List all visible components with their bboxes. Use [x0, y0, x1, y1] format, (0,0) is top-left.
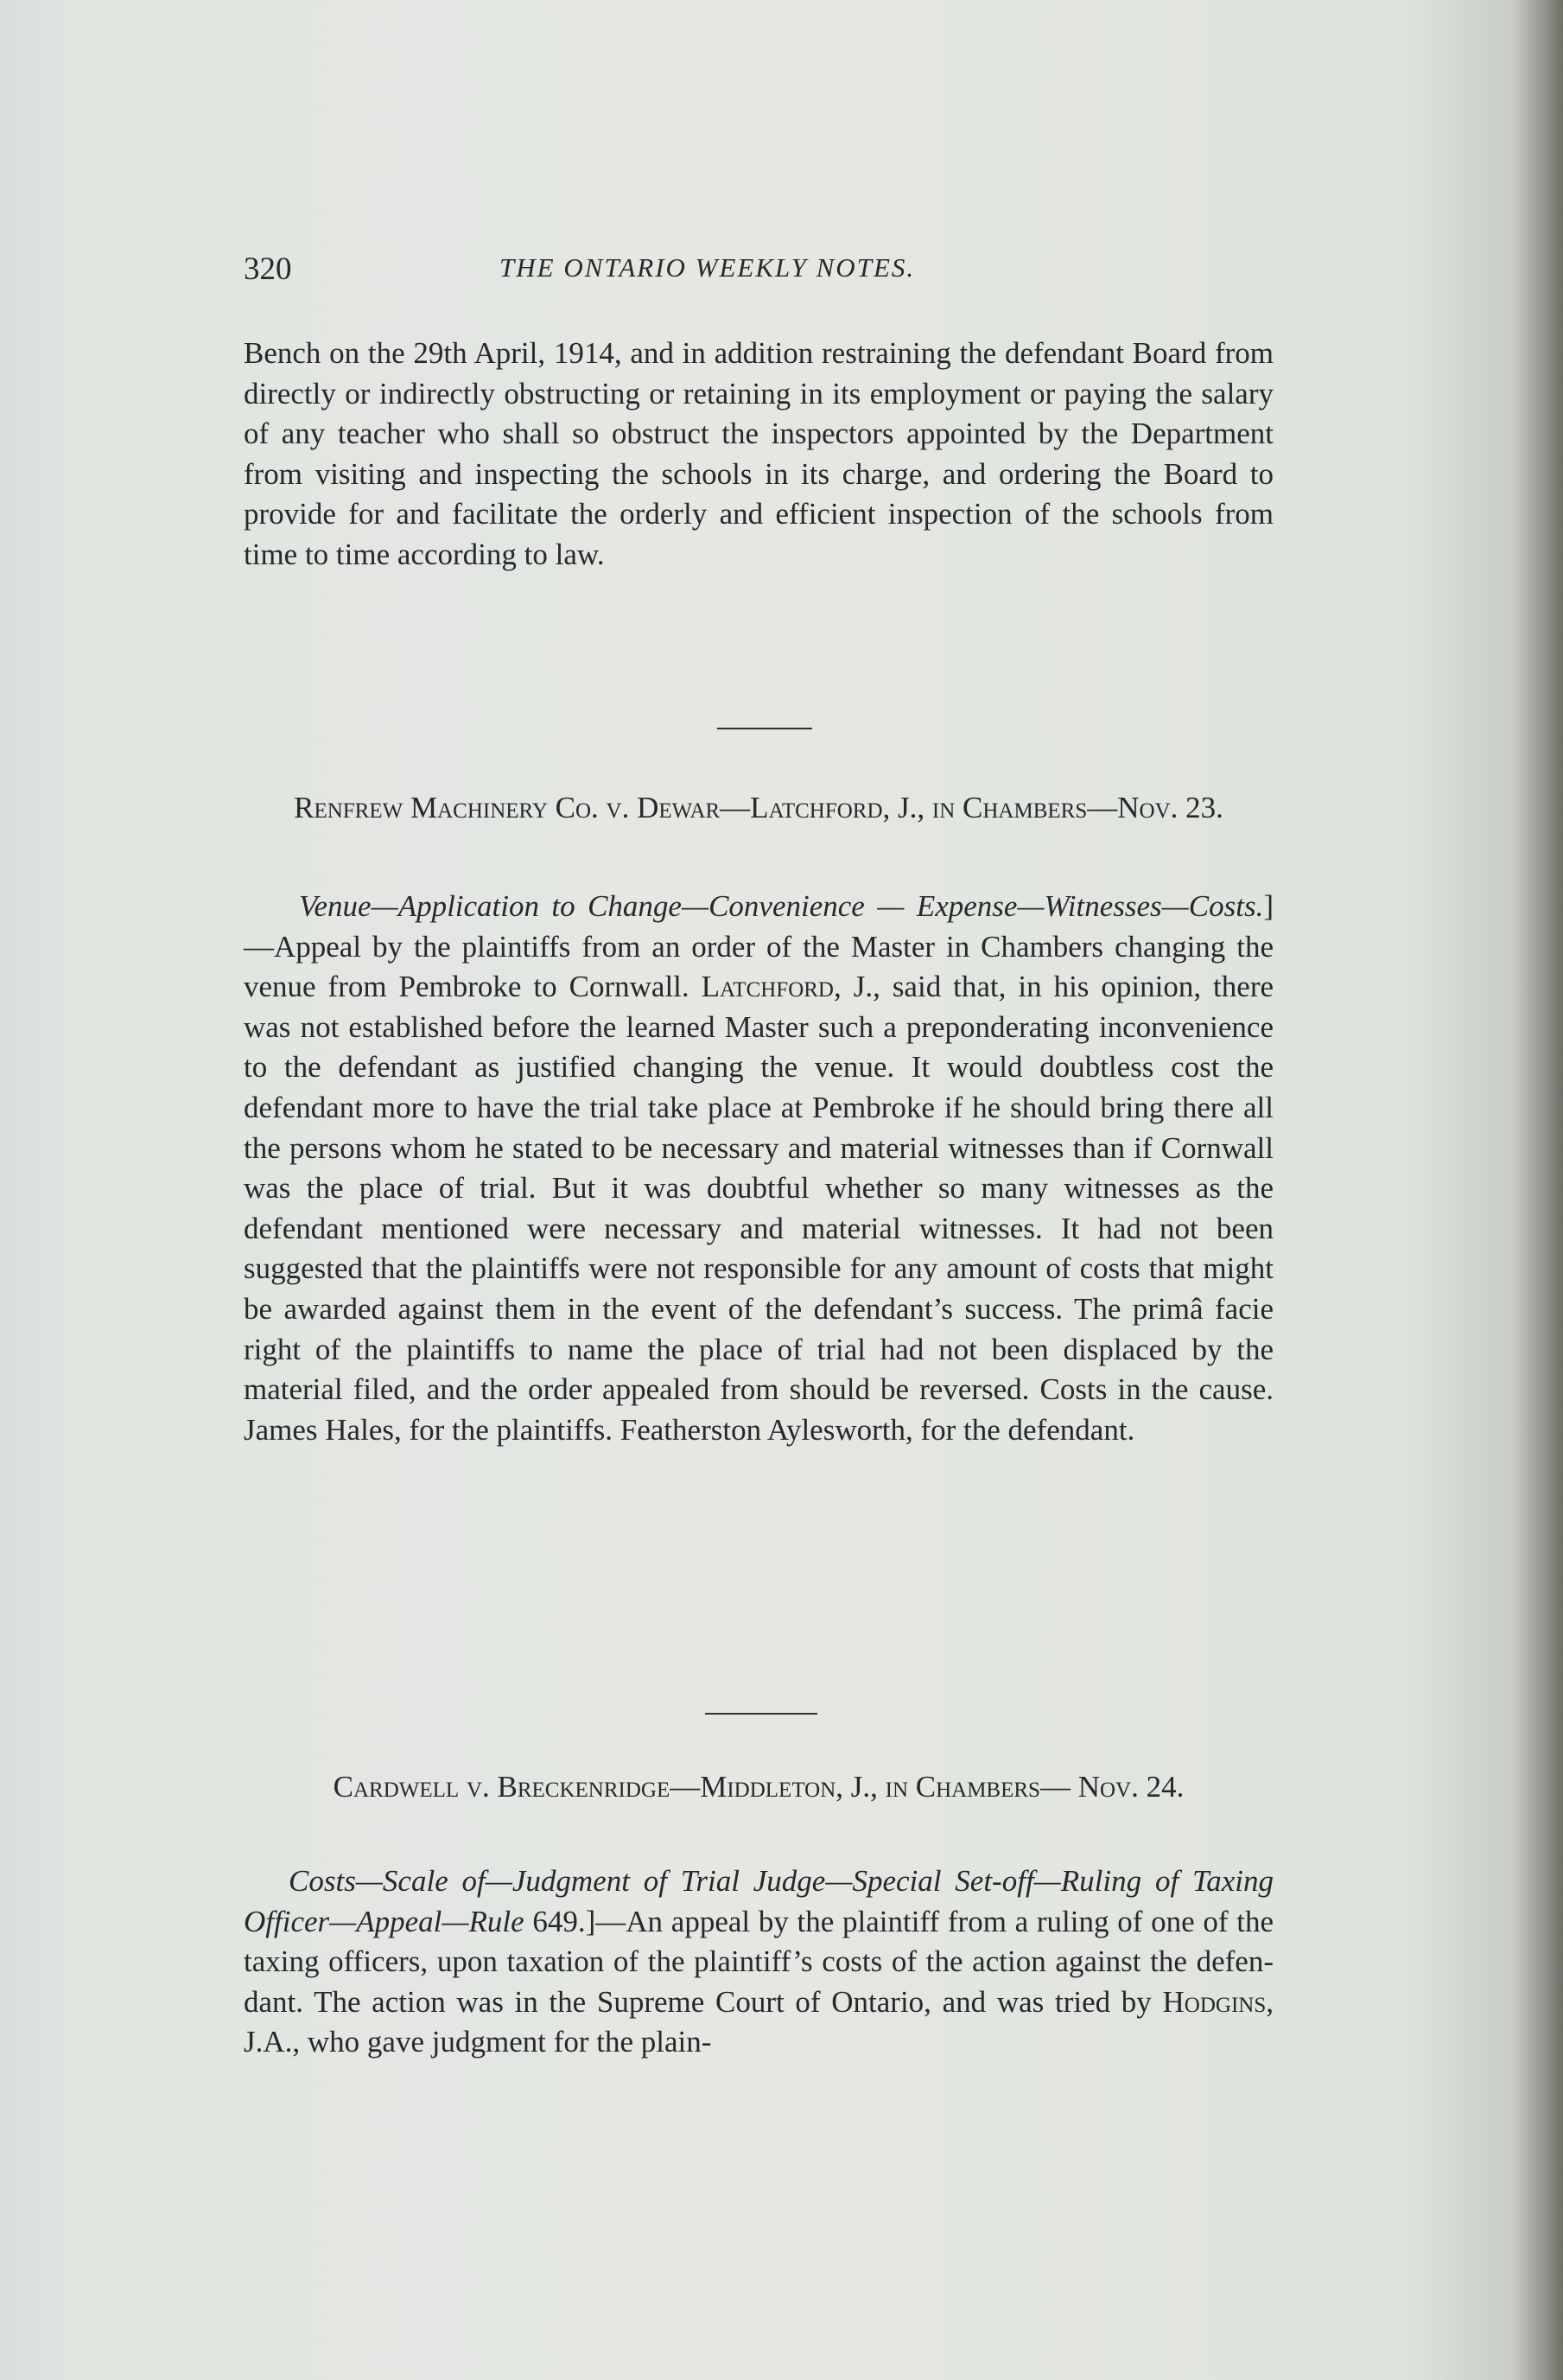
- journal-title: THE ONTARIO WEEKLY NOTES.: [499, 252, 916, 283]
- case-body-renfrew-lead: ]—Appeal by the plaintiffs from an order of the Master in Chambers changing the venue from Pembroke to Cornwall.: [244, 889, 1274, 1004]
- intro-paragraph: Bench on the 29th April, 1914, and in addition restraining the defendant Board from directly or indirectly obstructing or retaining in its employment or paying the salary of any teacher who shall so obstruct the inspectors appointed by the Department from visiting and inspecting the schools in its charge, and ordering the Board to provide for and facilitate the orderly and efficient inspection of the schools from time to time according to law.: [244, 336, 1274, 571]
- case-heading-renfrew: Renfrew Machinery Co. v. Dewar—Latchford, J., in Chambers—Nov. 23.: [294, 791, 1223, 824]
- catchwords-cardwell: Costs—Scale of—Judgment of Trial Judge—Special Set-off—Ruling of Taxing Officer—Appeal—Rule: [244, 1864, 1274, 1938]
- running-header: [244, 251, 1274, 294]
- case-body-cardwell-text: , who gave judgment for the plain-: [292, 2025, 712, 2059]
- judge-name-latchford: Latchford, J.: [701, 970, 874, 1004]
- case-body-renfrew-text: , said that, in his opinion, there was not established before the learned Master such a preponderating inconvenience to the defendant as justified changing the venue. It would doubtless cost the defendant more to have the trial take place at Pembroke if he should bring there all the persons whom he stated to be necessary and material witnesses than if Cornwall was the place of trial. But it was doubtful whether so many witnesses as the defendant mentioned were necessary and material witnesses. It had not been suggested that the plaintiffs were not responsible for any amount of costs that might be awarded against them in the event of the defendant’s success. The primâ facie right of the plaintiffs to name the place of trial had not been displaced by the material filed, and the order appealed from should be reversed. Costs in the cause. James Hales, for the plaintiffs. Featherston Aylesworth, for the defendant.: [244, 970, 1274, 1447]
- judge-name-hodgins: Hodgins, J.A.: [244, 1984, 1274, 2059]
- document-page: [244, 0, 1274, 2380]
- page-edge-shadow: [1511, 0, 1563, 2380]
- section-divider: [717, 728, 812, 729]
- catchwords-renfrew: Venue—Application to Change—Convenience — Expense—Witnesses—Costs.: [299, 889, 1264, 923]
- page-number: 320: [244, 251, 292, 287]
- case-body-renfrew: [244, 887, 1274, 1450]
- case-body-cardwell: [244, 1861, 1274, 2063]
- case-body-cardwell-lead: 649.]—An appeal by the plaintiff from a ruling of one of the taxing officers, upon taxation of the plaintiff’s costs of the action against the defendant. The action was in the Supreme Court of Ontario, and was tried by: [244, 1904, 1274, 2019]
- section-divider: [705, 1713, 817, 1715]
- case-heading-cardwell: Cardwell v. Breckenridge—Middleton, J., in Chambers— Nov. 24.: [333, 1770, 1185, 1804]
